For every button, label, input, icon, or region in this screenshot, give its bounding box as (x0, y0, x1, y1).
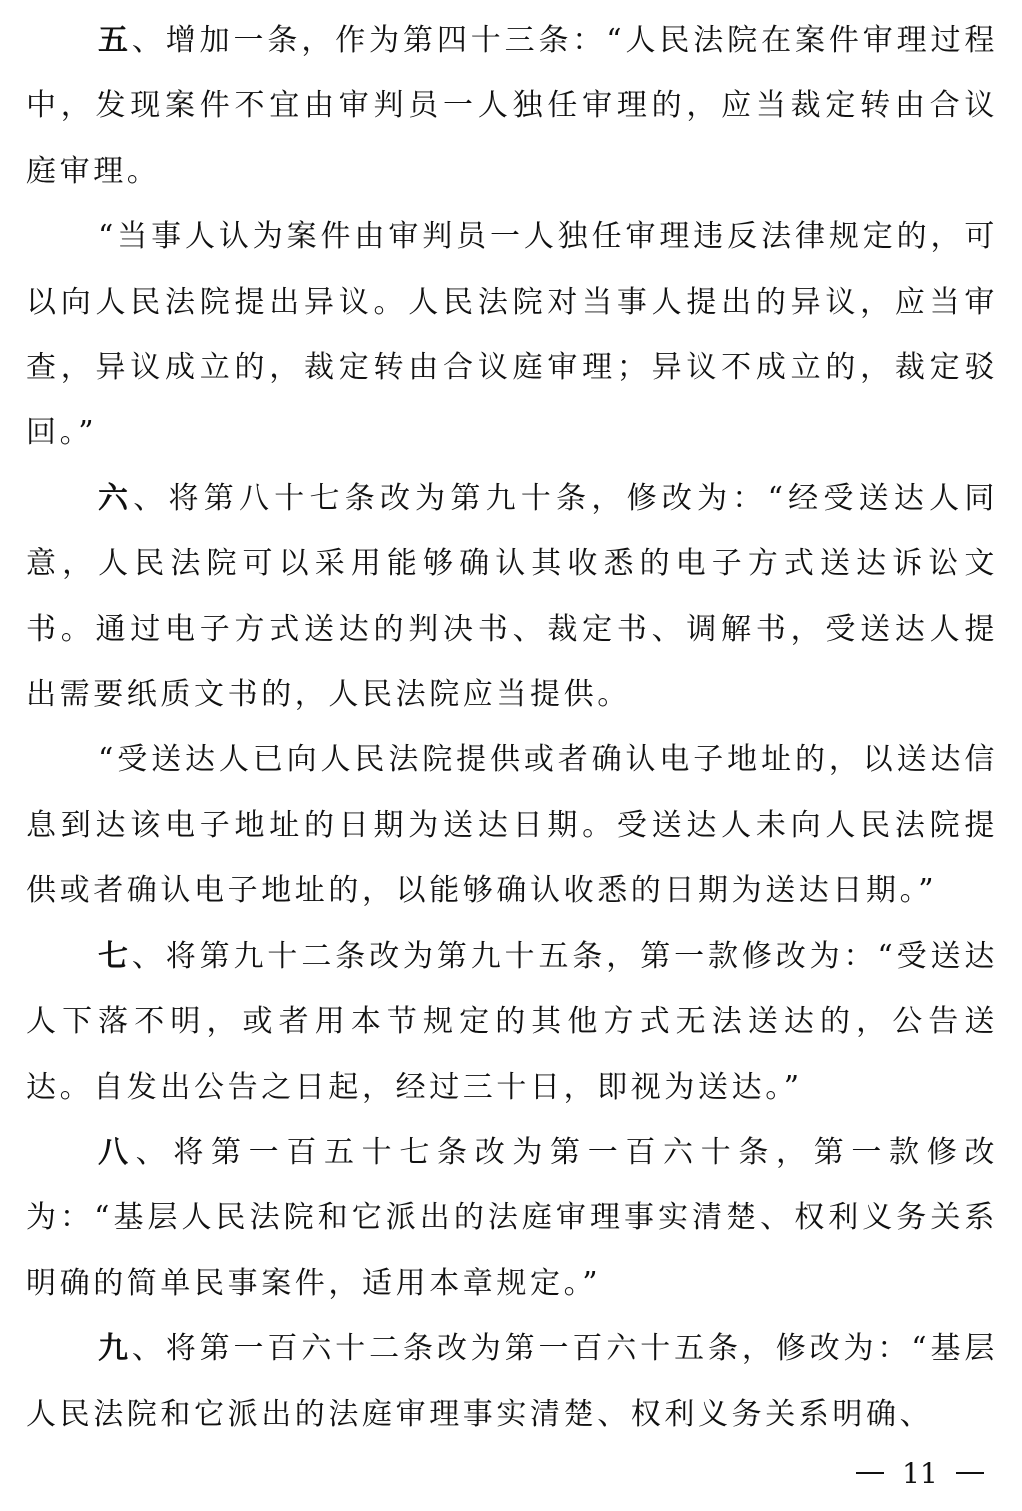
document-body (26, 8, 998, 1447)
paragraph-text: “当事人认为案件由审判员一人独任审理违反法律规定的，可以向人民法院提出异议。人民法院对当事人提出的异议，应当审查，异议成立的，裁定转由合议庭审理；异议不成立的，裁定驳回。” (26, 219, 998, 451)
left-dash-separator (856, 1472, 884, 1474)
right-dash-separator (956, 1472, 984, 1474)
paragraph-text: 、将第一百六十二条改为第一百六十五条，修改为：“基层人民法院和它派出的法庭审理事实清楚、权利义务关系明确、 (26, 1331, 998, 1432)
paragraph-article-8 (26, 1120, 998, 1316)
paragraph-article-7 (26, 924, 998, 1120)
paragraph-text: 、将第一百五十七条改为第一百六十条，第一款修改为：“基层人民法院和它派出的法庭审理事实清楚、权利义务关系明确的简单民事案件，适用本章规定。” (26, 1134, 998, 1301)
paragraph-text: 、增加一条，作为第四十三条：“人民法院在案件审理过程中，发现案件不宜由审判员一人独任审理的，应当裁定转由合议庭审理。 (26, 23, 998, 189)
page-number-footer (844, 1453, 996, 1493)
paragraph-article-6 (26, 466, 998, 728)
paragraph-article-5 (26, 8, 998, 204)
paragraph-article-6-electronic-address (26, 727, 998, 923)
article-number-5: 五 (98, 23, 132, 58)
article-number-9: 九 (98, 1331, 132, 1367)
paragraph-text: 、将第八十七条改为第九十条，修改为：“经受送达人同意，人民法院可以采用能够确认其收悉的电子方式送达诉讼文书。通过电子方式送达的判决书、裁定书、调解书，受送达人提出需要纸质文书的，人民法院应当提供。 (26, 480, 998, 713)
page-number: 11 (902, 1456, 938, 1490)
paragraph-article-9 (26, 1316, 998, 1447)
article-number-7: 七 (98, 938, 132, 974)
paragraph-article-5-objection (26, 204, 998, 466)
article-number-6: 六 (98, 480, 134, 516)
article-number-8: 八 (98, 1134, 136, 1170)
paragraph-text: 、将第九十二条改为第九十五条，第一款修改为：“受送达人下落不明，或者用本节规定的其他方式无法送达的，公告送达。自发出公告之日起，经过三十日，即视为送达。” (26, 938, 998, 1105)
paragraph-text: “受送达人已向人民法院提供或者确认电子地址的，以送达信息到达该电子地址的日期为送达日期。受送达人未向人民法院提供或者确认电子地址的，以能够确认收悉的日期为送达日期。” (26, 742, 998, 909)
